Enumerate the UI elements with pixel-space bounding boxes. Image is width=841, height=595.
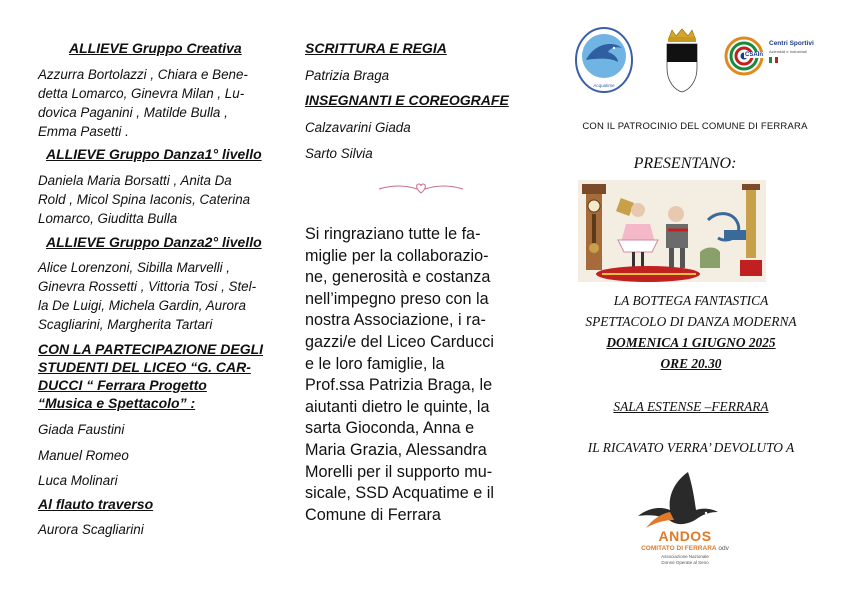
heading-partecipazione: CON LA PARTECIPAZIONE DEGLI STUDENTI DEL LICEO “G. CAR- DUCCI “ Ferrara Progetto “Musica e Spettacolo” : <box>38 341 264 411</box>
show-time: ORE 20.30 <box>660 356 722 371</box>
andos-committee: COMITATO DI FERRARA odv <box>641 545 729 552</box>
venue-text: SALA ESTENSE –FERRARA <box>613 399 769 414</box>
italy-flag-icon <box>769 57 778 63</box>
show-date: DOMENICA 1 GIUGNO 2025 <box>606 335 776 350</box>
andos-line-1: Associazione Nazionale <box>661 554 709 559</box>
show-subtitle: SPETTACOLO DI DANZA MODERNA <box>585 314 797 329</box>
andos-line-2: Donne Operate al Seno <box>661 560 709 565</box>
swallow-bird-icon <box>630 466 740 532</box>
csain-abbr: CSAIn <box>745 52 763 58</box>
heading-gruppo-danza-1: ALLIEVE Gruppo Danza1° livello <box>46 146 262 162</box>
heart-divider-icon <box>377 178 465 198</box>
thanks-paragraph: Si ringraziano tutte le fa- miglie per la collaborazio- ne, generosità e costanza nell’impegno preso con la nostra Associazione, i ra- gazzi/e del Liceo Carducci e le loro famiglie, la Prof.ssa Patrizia Braga, le aiutanti dietro le quinte, la sarta Gioconda, Anna e Maria Grazia, Alessandra Morelli per il supporto mu- sicale, SSD Acquatime e il Comune di Ferrara <box>305 225 494 524</box>
name-calzavarini: Calzavarini Giada <box>305 120 411 135</box>
andos-logo <box>630 466 740 574</box>
show-illustration <box>578 180 766 282</box>
heading-gruppo-danza-2: ALLIEVE Gruppo Danza2° livello <box>46 234 262 250</box>
csain-title: Centri Sportivi <box>769 40 814 47</box>
toy-shop-illustration <box>578 180 766 282</box>
heading-insegnanti: INSEGNANTI E COREOGRAFE <box>305 92 509 108</box>
proceeds-text: IL RICAVATO VERRA’ DEVOLUTO A <box>587 440 795 455</box>
ferrara-crest-icon <box>663 28 701 94</box>
csain-subtitle: Aziendali e Industriali <box>769 49 807 54</box>
student-2: Manuel Romeo <box>38 448 129 463</box>
name-patrizia-braga: Patrizia Braga <box>305 68 390 83</box>
heading-gruppo-creativa: ALLIEVE Gruppo Creativa <box>69 40 242 56</box>
presentano-text: PRESENTANO: <box>633 155 737 172</box>
acquatime-logo <box>574 26 634 94</box>
show-title: LA BOTTEGA FANTASTICA <box>613 293 769 308</box>
csain-logo <box>724 36 816 78</box>
name-sarto: Sarto Silvia <box>305 146 373 161</box>
student-1: Giada Faustini <box>38 422 125 437</box>
andos-name: ANDOS <box>658 528 712 544</box>
heading-flauto: Al flauto traverso <box>38 496 154 512</box>
names-gruppo-danza-2: Alice Lorenzoni, Sibilla Marvelli , Ginevra Rossetti , Vittoria Tosi , Stel- la De Luigi, Michela Gardin, Aurora Scagliarini, Margherita Tartari <box>38 260 257 332</box>
student-3: Luca Molinari <box>38 473 118 488</box>
patronage-text: CON IL PATROCINIO DEL COMUNE DI FERRARA <box>582 121 808 132</box>
acquatime-logo-text: Acquatime <box>593 83 615 88</box>
heading-scrittura-regia: SCRITTURA E REGIA <box>305 40 447 56</box>
names-gruppo-creativa: Azzurra Bortolazzi , Chiara e Bene- detta Lomarco, Ginevra Milan , Lu- dovica Paganini , Matilde Bulla , Emma Pasetti . <box>38 67 248 139</box>
names-gruppo-danza-1: Daniela Maria Borsatti , Anita Da Rold , Micol Spina Iaconis, Caterina Lomarco, Giuditta Bulla <box>38 173 251 226</box>
flute-player: Aurora Scagliarini <box>38 522 144 537</box>
